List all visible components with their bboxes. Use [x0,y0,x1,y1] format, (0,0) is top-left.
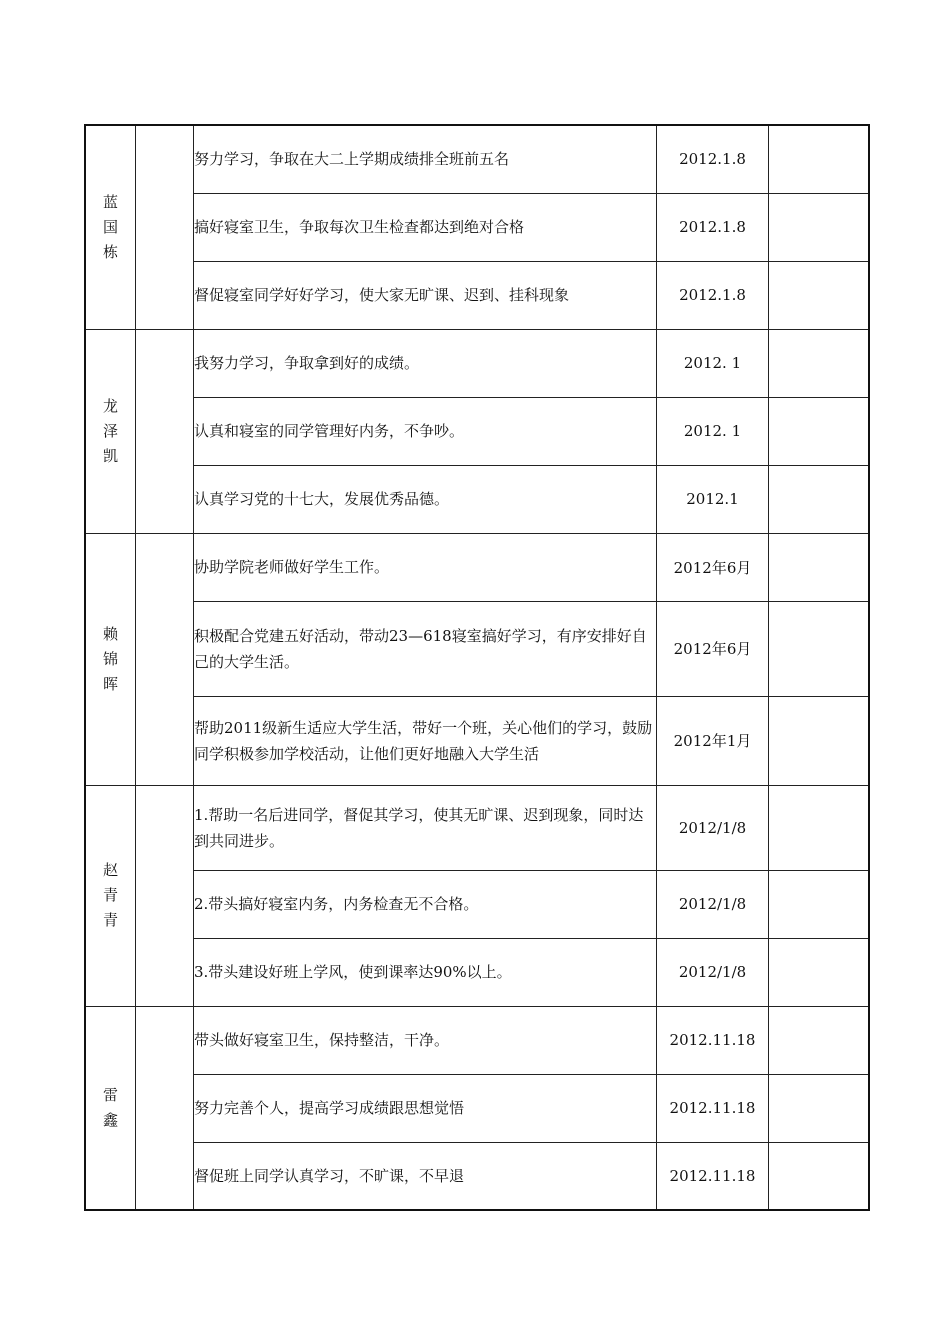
commitment-date: 2012/1/8 [657,870,769,938]
signature-cell [769,329,870,397]
commitment-content: 3.带头建设好班上学风，使到课率达90%以上。 [194,938,657,1006]
blank-cell [136,125,194,329]
blank-cell [136,329,194,533]
signature-cell [769,1006,870,1074]
table-row [85,397,869,465]
commitment-content: 协助学院老师做好学生工作。 [194,533,657,601]
commitment-date: 2012. 1 [657,329,769,397]
commitment-date: 2012.11.18 [657,1142,769,1210]
commitment-date: 2012.1.8 [657,193,769,261]
signature-cell [769,1142,870,1210]
name-char: 锦 [102,649,118,668]
table-row [85,1006,869,1074]
name-char: 国 [102,217,118,236]
commitment-date: 2012.1 [657,465,769,533]
name-char: 青 [102,886,118,904]
name-cell [85,125,136,329]
table-row [85,465,869,533]
table-row [85,938,869,1006]
blank-cell [136,785,194,1006]
commitment-content: 积极配合党建五好活动，带动23—618寝室搞好学习，有序安排好自己的大学生活。 [194,601,657,696]
signature-cell [769,1074,870,1142]
commitment-date: 2012. 1 [657,397,769,465]
commitment-content: 帮助2011级新生适应大学生活，带好一个班，关心他们的学习，鼓励同学积极参加学校活动，让他们更好地融入大学生活 [194,696,657,785]
name-char: 晖 [102,674,118,693]
name-char: 龙 [102,396,118,415]
signature-cell [769,785,870,870]
signature-cell [769,465,870,533]
signature-cell [769,696,870,785]
table-row [85,329,869,397]
name-char: 雷 [102,1085,118,1104]
commitment-content: 认真学习党的十七大，发展优秀品德。 [194,465,657,533]
table-row [85,533,869,601]
commitment-date: 2012.11.18 [657,1006,769,1074]
commitment-content: 带头做好寝室卫生，保持整洁，干净。 [194,1006,657,1074]
commitment-date: 2012.11.18 [657,1074,769,1142]
name-char: 赖 [102,624,118,643]
commitment-content: 搞好寝室卫生，争取每次卫生检查都达到绝对合格 [194,193,657,261]
table-row [85,785,869,870]
blank-cell [136,533,194,785]
name-cell [85,533,136,785]
commitment-content: 1.帮助一名后进同学，督促其学习，使其无旷课、迟到现象，同时达到共同进步。 [194,785,657,870]
signature-cell [769,125,870,193]
name-char: 泽 [102,421,118,440]
name-char: 青 [102,911,118,929]
commitment-content: 努力学习，争取在大二上学期成绩排全班前五名 [194,125,657,193]
name-char: 赵 [102,861,118,879]
table-row [85,1074,869,1142]
name-cell [85,1006,136,1210]
signature-cell [769,938,870,1006]
commitment-date: 2012.1.8 [657,125,769,193]
signature-cell [769,261,870,329]
signature-cell [769,397,870,465]
commitment-date: 2012.1.8 [657,261,769,329]
commitment-content: 认真和寝室的同学管理好内务，不争吵。 [194,397,657,465]
commitment-date: 2012年6月 [657,533,769,601]
commitment-date: 2012/1/8 [657,785,769,870]
table-row [85,870,869,938]
commitment-date: 2012/1/8 [657,938,769,1006]
commitment-content: 督促班上同学认真学习，不旷课，不早退 [194,1142,657,1210]
table-row [85,193,869,261]
table-row [85,1142,869,1210]
blank-cell [136,1006,194,1210]
commitment-content: 我努力学习，争取拿到好的成绩。 [194,329,657,397]
commitment-date: 2012年6月 [657,601,769,696]
table-row [85,601,869,696]
signature-cell [769,193,870,261]
name-char: 蓝 [102,192,118,211]
name-char: 凯 [102,446,118,465]
signature-cell [769,601,870,696]
name-cell [85,785,136,1006]
commitment-content: 2.带头搞好寝室内务，内务检查无不合格。 [194,870,657,938]
table-body [85,125,869,1210]
table-row [85,125,869,193]
signature-cell [769,533,870,601]
commitment-date: 2012年1月 [657,696,769,785]
commitment-content: 督促寝室同学好好学习，使大家无旷课、迟到、挂科现象 [194,261,657,329]
signature-cell [769,870,870,938]
commitment-table [84,124,870,1211]
name-char: 鑫 [102,1110,118,1129]
name-char: 栋 [102,242,118,261]
table-row [85,261,869,329]
table-row [85,696,869,785]
name-cell [85,329,136,533]
commitment-content: 努力完善个人，提高学习成绩跟思想觉悟 [194,1074,657,1142]
